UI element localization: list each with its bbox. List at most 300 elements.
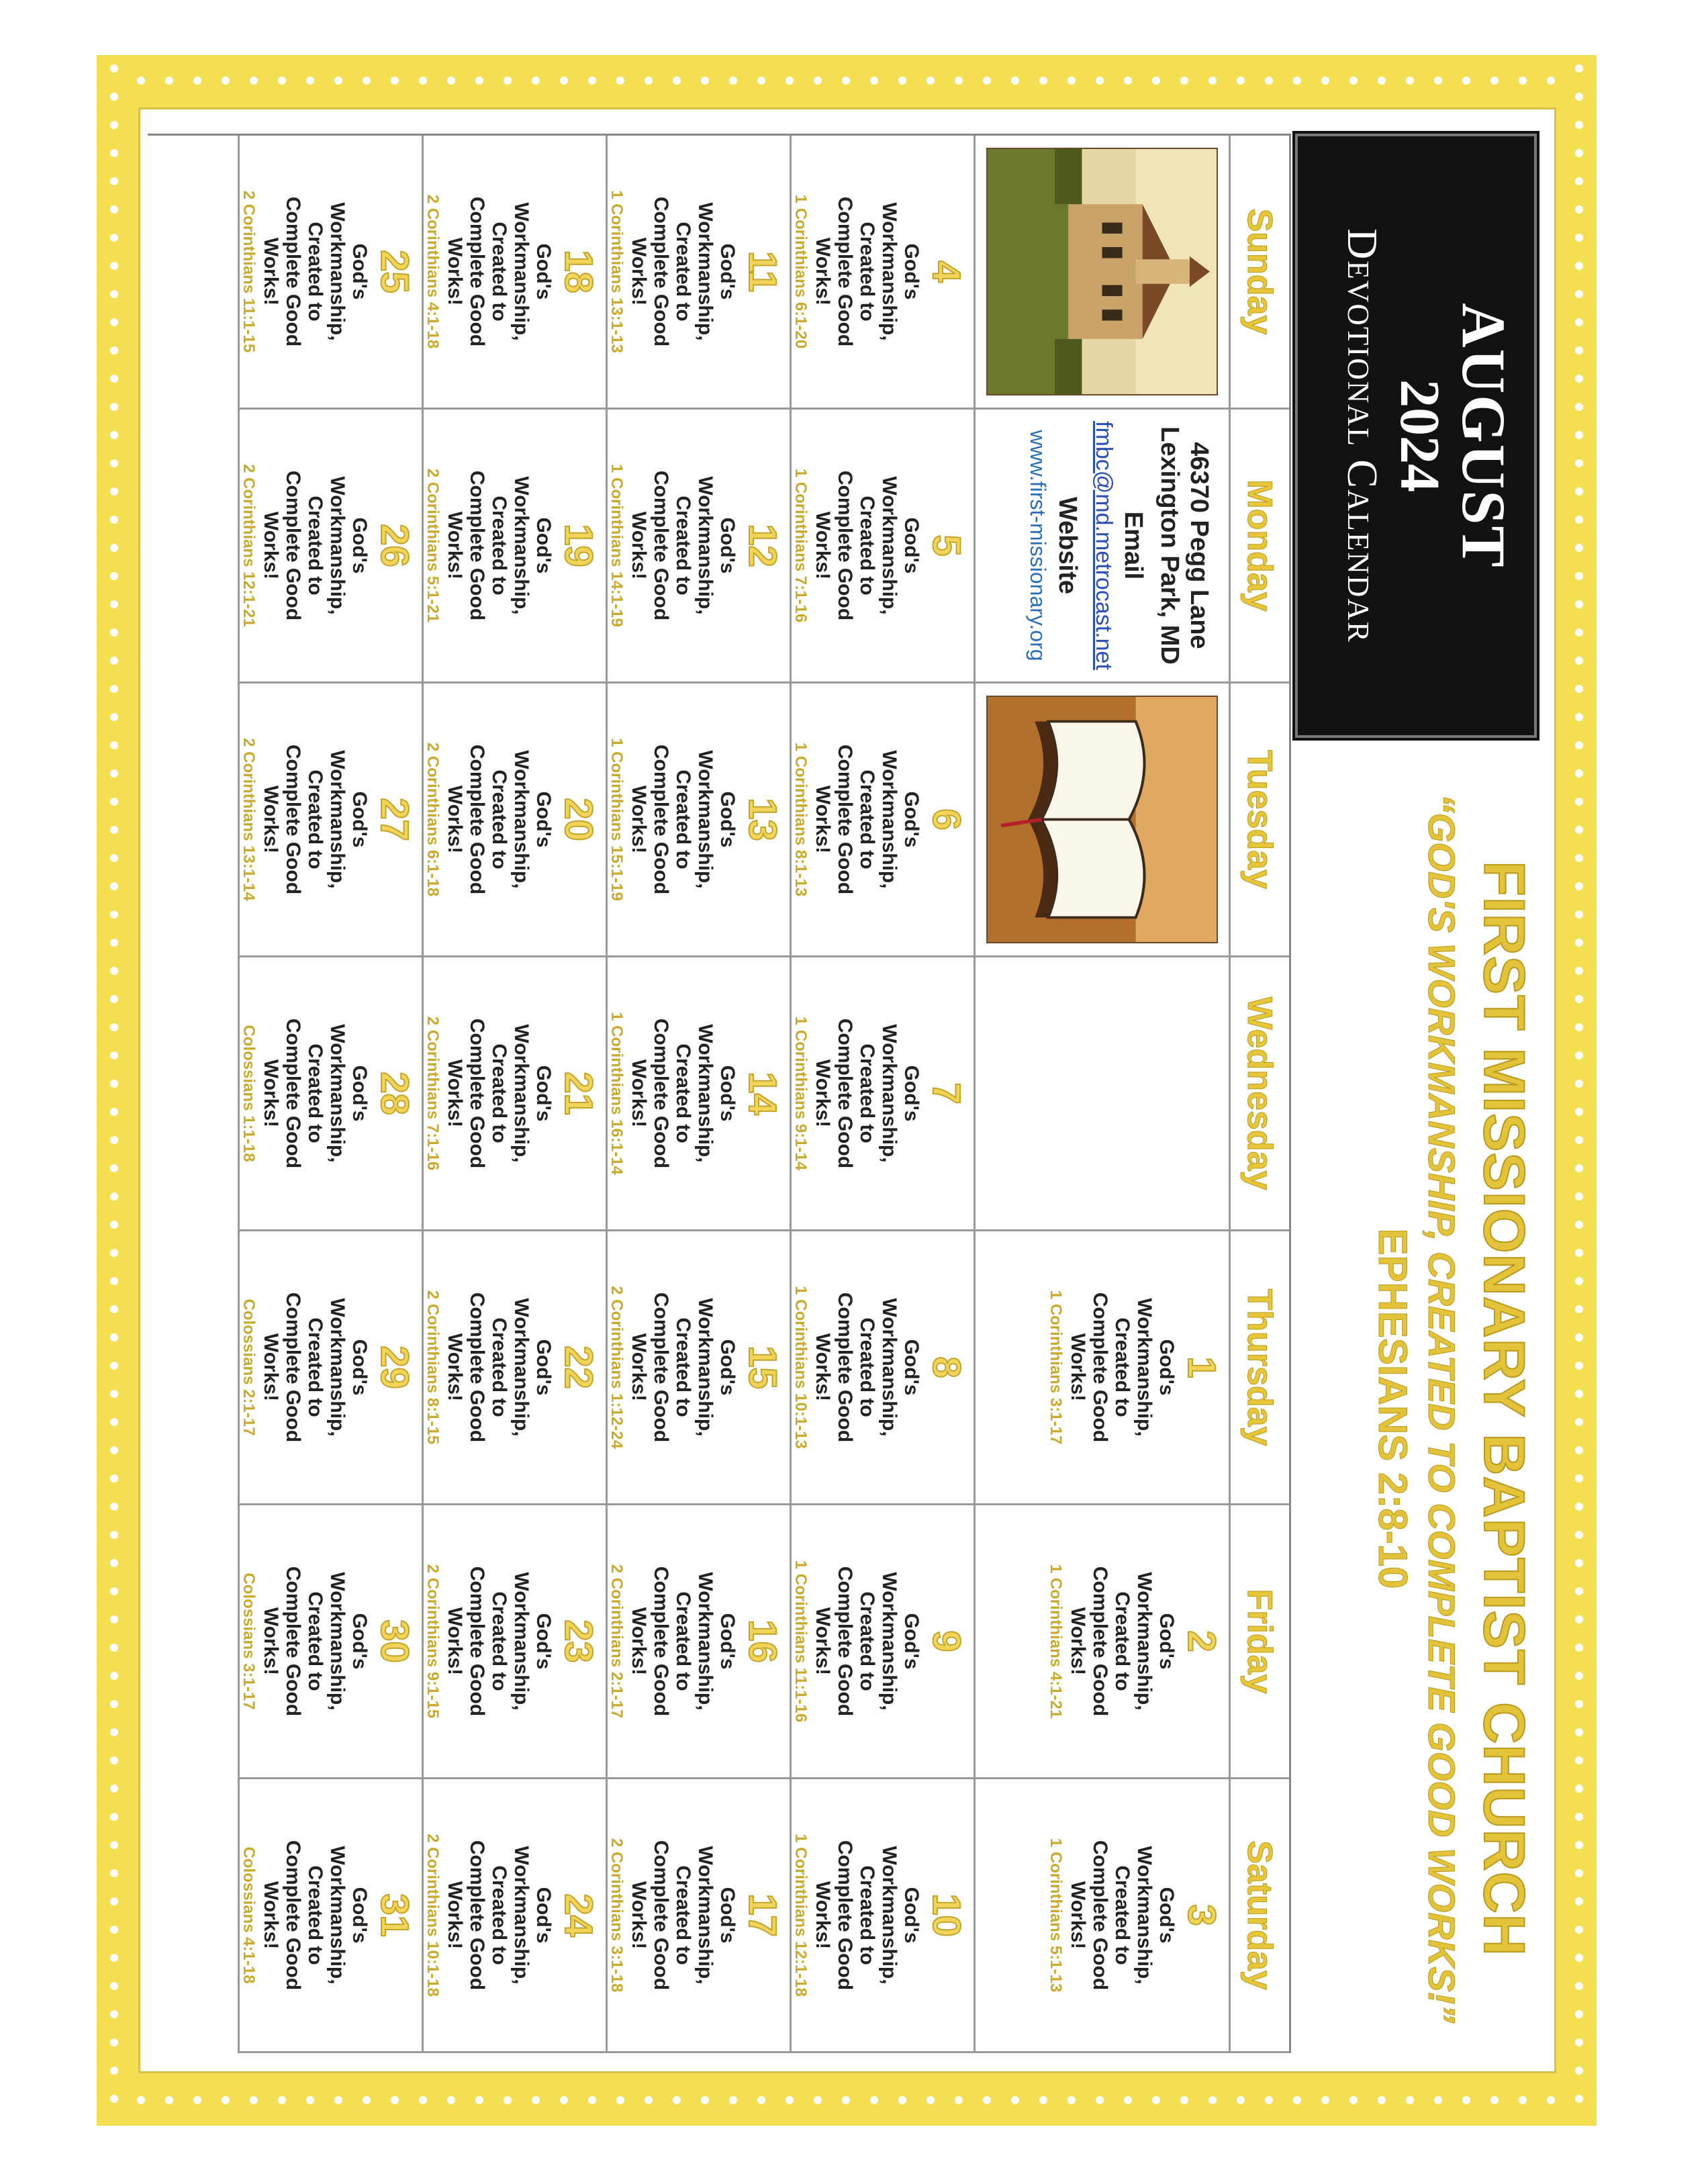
day-cell-27[interactable] [238, 683, 422, 957]
devotional-theme: God's Workmanship, Created to Complete Good Works! [444, 196, 555, 347]
border-dot [110, 657, 118, 665]
day-number: 14 [741, 1072, 784, 1115]
border-dot [1575, 910, 1583, 918]
border-dot [955, 2096, 963, 2104]
scripture-reference: 1 Corinthians 15:1-19 [608, 738, 626, 901]
border-dot [1068, 77, 1076, 85]
border-dot [1575, 882, 1583, 890]
scripture-reference: 2 Corinthians 2:1-17 [608, 1564, 626, 1719]
scripture-reference: 2 Corinthians 9:1-15 [424, 1564, 442, 1719]
border-dot [1547, 77, 1555, 85]
border-dot [1490, 2096, 1499, 2104]
border-dot [560, 77, 568, 85]
border-dot [1575, 1841, 1583, 1849]
day-cell-20[interactable] [422, 683, 606, 957]
border-dot [757, 2096, 765, 2104]
day-cell-22[interactable] [422, 1231, 606, 1505]
day-cell-17[interactable] [606, 1779, 790, 2053]
border-dot [110, 741, 118, 749]
border-dot [110, 1897, 118, 1905]
day-cell-19[interactable] [422, 410, 606, 683]
border-dot [927, 77, 935, 85]
devotional-theme: God's Workmanship, Created to Complete Good Works! [628, 1292, 739, 1443]
border-dot [1349, 2096, 1358, 2104]
border-dot [110, 1221, 118, 1229]
border-dot [983, 77, 991, 85]
scripture-reference: 2 Corinthians 13:1-14 [240, 738, 258, 901]
scripture-reference: 2 Corinthians 3:1-18 [608, 1838, 626, 1993]
border-dot [1096, 2096, 1104, 2104]
border-dot [1575, 431, 1583, 439]
year-title: 2024 [1388, 379, 1451, 492]
border-dot [1575, 1249, 1583, 1257]
border-dot [673, 77, 681, 85]
border-dot [1575, 1615, 1583, 1623]
border-dot [1575, 854, 1583, 862]
scripture-reference: 1 Corinthians 6:1-20 [792, 194, 810, 349]
border-dot [1575, 1051, 1583, 1059]
border-dot [1575, 741, 1583, 749]
day-number: 20 [557, 798, 600, 841]
day-number: 12 [741, 524, 784, 567]
devotional-theme: God's Workmanship, Created to Complete Good Works! [628, 1018, 739, 1169]
border-dot [1575, 1474, 1583, 1482]
border-dot [1575, 1926, 1583, 1934]
day-cell-28[interactable] [238, 957, 422, 1231]
month-title: AUGUST [1450, 303, 1518, 569]
weekday-wednesday: Wednesday [1229, 957, 1289, 1231]
border-dot [110, 995, 118, 1003]
border-dot [419, 77, 427, 85]
church-building-image [986, 148, 1218, 395]
border-dot [1575, 1813, 1583, 1821]
border-dot [110, 1785, 118, 1793]
border-dot [1462, 77, 1470, 85]
border-dot [616, 77, 624, 85]
day-cell-16[interactable] [606, 1505, 790, 1779]
border-dot [1575, 1700, 1583, 1708]
devotional-theme: God's Workmanship, Created to Complete Good Works! [812, 744, 922, 895]
border-dot [475, 2096, 483, 2104]
border-dot [1208, 77, 1217, 85]
border-dot [1575, 1277, 1583, 1285]
day-cell-8[interactable] [790, 1231, 974, 1505]
church-name: FIRST MISSIONARY BAPTIST CHURCH [1472, 861, 1536, 1956]
devotional-theme: God's Workmanship, Created to Complete Good Works! [628, 1840, 739, 1991]
border-dot [955, 77, 963, 85]
day-cell-15[interactable] [606, 1231, 790, 1505]
border-dot [870, 77, 878, 85]
border-dot [1575, 487, 1583, 496]
border-dot [1575, 2010, 1583, 2018]
border-dot [110, 1164, 118, 1172]
border-dot [1434, 77, 1442, 85]
border-dot [110, 121, 118, 129]
border-dot [222, 77, 230, 85]
border-dot [110, 910, 118, 918]
calendar-grid [148, 134, 1291, 2053]
border-dot [588, 77, 596, 85]
devotional-theme: God's Workmanship, Created to Complete Good Works! [444, 1292, 555, 1443]
border-dot [110, 1756, 118, 1764]
border-dot [110, 1700, 118, 1708]
day-cell-24[interactable] [422, 1779, 606, 2053]
border-dot [1575, 205, 1583, 214]
border-dot [110, 600, 118, 608]
scripture-reference: 1 Corinthians 7:1-16 [792, 468, 810, 623]
day-cell-1[interactable] [974, 1231, 1229, 1505]
border-dot [1406, 2096, 1414, 2104]
border-dot [278, 77, 286, 85]
border-dot [1575, 2067, 1583, 2075]
border-dot [110, 882, 118, 890]
border-dot [1547, 2096, 1555, 2104]
scripture-reference: 2 Corinthians 1:12-24 [608, 1286, 626, 1449]
title-block [1295, 134, 1537, 738]
border-dot [532, 77, 540, 85]
border-dot [110, 1531, 118, 1539]
day-cell-29[interactable] [238, 1231, 422, 1505]
border-dot [110, 1869, 118, 1877]
border-dot [1575, 318, 1583, 326]
theme-quote: “GOD'S WORKMANSHIP, CREATED TO COMPLETE GOOD WORKS!” [1421, 794, 1463, 2024]
border-dot [1575, 967, 1583, 975]
day-cell-30[interactable] [238, 1505, 422, 1779]
border-dot [110, 544, 118, 552]
day-cell-12[interactable] [606, 410, 790, 683]
border-dot [110, 1559, 118, 1567]
day-cell-6[interactable] [790, 683, 974, 957]
devotional-theme: God's Workmanship, Created to Complete Good Works! [812, 470, 922, 621]
day-number: 28 [373, 1072, 416, 1115]
day-cell-2[interactable] [974, 1505, 1229, 1779]
border-dot [110, 769, 118, 777]
border-dot [110, 713, 118, 721]
border-dot [137, 77, 145, 85]
border-dot [1575, 177, 1583, 185]
border-dot [110, 1277, 118, 1285]
day-cell-7[interactable] [790, 957, 974, 1231]
weekday-monday: Monday [1229, 410, 1289, 683]
border-dot [1490, 77, 1499, 85]
scripture-reference: 2 Corinthians 5:1-21 [424, 468, 442, 623]
border-dot [110, 798, 118, 806]
border-dot [1575, 1756, 1583, 1764]
church-header [1370, 754, 1537, 2063]
email-label: Email [1119, 511, 1147, 580]
day-number: 7 [924, 1082, 968, 1104]
border-dot [447, 77, 455, 85]
border-dot [1575, 516, 1583, 524]
border-dot [870, 2096, 878, 2104]
day-number: 13 [741, 798, 784, 841]
border-dot [334, 77, 342, 85]
weekday-thursday: Thursday [1229, 1231, 1289, 1505]
border-dot [1575, 1869, 1583, 1877]
border-dot [1575, 1164, 1583, 1172]
day-cell-10[interactable] [790, 1779, 974, 2053]
scripture-reference: 1 Corinthians 13:1-13 [608, 190, 626, 353]
border-dot [110, 2095, 118, 2103]
border-dot [306, 2096, 314, 2104]
website-link[interactable]: www.first-missionary.org [1026, 430, 1050, 661]
devotional-theme: God's Workmanship, Created to Complete Good Works! [444, 1018, 555, 1169]
border-dot [110, 1474, 118, 1482]
border-dot [1321, 2096, 1329, 2104]
day-number: 16 [741, 1619, 784, 1663]
border-dot [1237, 77, 1245, 85]
border-dot [1575, 685, 1583, 693]
border-dot [898, 77, 906, 85]
day-number: 26 [373, 524, 416, 567]
border-dot [222, 2096, 230, 2104]
weekday-friday: Friday [1229, 1505, 1289, 1779]
border-dot [1575, 234, 1583, 242]
border-dot [1152, 77, 1160, 85]
border-dot [1519, 77, 1527, 85]
border-dot [645, 2096, 653, 2104]
border-dot [1349, 77, 1358, 85]
border-dot [110, 1390, 118, 1398]
border-dot [250, 2096, 258, 2104]
devotional-theme: God's Workmanship, Created to Complete Good Works! [812, 1292, 922, 1443]
border-dot [504, 77, 512, 85]
border-dot [1575, 2038, 1583, 2046]
border-dot [110, 1672, 118, 1680]
border-dot [1293, 2096, 1301, 2104]
border-dot [814, 77, 822, 85]
border-dot [786, 77, 794, 85]
day-cell-3[interactable] [974, 1779, 1229, 2053]
border-dot [701, 2096, 709, 2104]
border-dot [391, 2096, 399, 2104]
border-dot [1039, 2096, 1047, 2104]
day-cell-18[interactable] [422, 136, 606, 410]
border-dot [1575, 290, 1583, 298]
day-number: 30 [373, 1619, 416, 1663]
border-dot [110, 290, 118, 298]
day-number: 18 [557, 250, 600, 293]
scripture-reference: 2 Corinthians 4:1-18 [424, 194, 442, 349]
border-dot [110, 487, 118, 496]
border-dot [1575, 1362, 1583, 1370]
border-dot [616, 2096, 624, 2104]
border-dot [1575, 1221, 1583, 1229]
day-cell-5[interactable] [790, 410, 974, 683]
border-dot [110, 346, 118, 355]
border-dot [1039, 77, 1047, 85]
devotional-theme: God's Workmanship, Created to Complete Good Works! [628, 470, 739, 621]
day-cell-25[interactable] [238, 136, 422, 410]
day-number: 27 [373, 798, 416, 841]
scripture-reference: 1 Corinthians 12:1-18 [792, 1834, 810, 1997]
border-dot [1575, 1418, 1583, 1426]
email-link[interactable]: fmbc@md.metrocast.net [1091, 421, 1117, 670]
day-number: 29 [373, 1346, 416, 1389]
border-dot [645, 77, 653, 85]
border-dot [110, 234, 118, 242]
border-dot [110, 1503, 118, 1511]
border-dot [1575, 2095, 1583, 2103]
border-dot [1575, 1897, 1583, 1905]
calendar-page [97, 55, 1597, 2126]
border-dot [110, 1615, 118, 1623]
border-dot [1068, 2096, 1076, 2104]
border-dot [110, 1841, 118, 1849]
day-cell-31[interactable] [238, 1779, 422, 2053]
border-dot [475, 77, 483, 85]
border-dot [110, 64, 118, 73]
border-dot [110, 375, 118, 383]
border-dot [814, 2096, 822, 2104]
day-number: 15 [741, 1346, 784, 1389]
devotional-theme: God's Workmanship, Created to Complete Good Works! [260, 470, 371, 621]
border-dot [306, 77, 314, 85]
border-dot [701, 77, 709, 85]
devotional-theme: God's Workmanship, Created to Complete Good Works! [1067, 1840, 1178, 1991]
day-cell-11[interactable] [606, 136, 790, 410]
day-number: 4 [924, 261, 968, 283]
website-label: Website [1053, 496, 1082, 594]
day-number: 11 [741, 250, 784, 293]
devotional-theme: God's Workmanship, Created to Complete Good Works! [260, 196, 371, 347]
devotional-theme: God's Workmanship, Created to Complete Good Works! [444, 1566, 555, 1717]
open-bible-picture-cell [974, 683, 1229, 957]
border-dot [1265, 77, 1273, 85]
scripture-reference: 1 Corinthians 16:1-14 [608, 1012, 626, 1175]
day-number: 23 [557, 1619, 600, 1663]
scripture-reference: 2 Corinthians 8:1-15 [424, 1290, 442, 1445]
scripture-reference: 1 Corinthians 8:1-13 [792, 742, 810, 897]
border-dot [1293, 77, 1301, 85]
day-number: 1 [1180, 1356, 1223, 1378]
border-dot [363, 2096, 371, 2104]
border-dot [110, 1080, 118, 1088]
devotional-theme: God's Workmanship, Created to Complete Good Works! [1067, 1566, 1178, 1717]
border-dot [1575, 600, 1583, 608]
border-dot [1575, 1333, 1583, 1341]
border-dot [110, 1644, 118, 1652]
day-cell-9[interactable] [790, 1505, 974, 1779]
border-dot [1434, 2096, 1442, 2104]
border-dot [1237, 2096, 1245, 2104]
scripture-reference: 1 Corinthians 11:1-16 [792, 1560, 810, 1723]
day-cell-14[interactable] [606, 957, 790, 1231]
border-dot [110, 1108, 118, 1116]
day-cell-21[interactable] [422, 957, 606, 1231]
border-dot [1575, 1672, 1583, 1680]
border-dot [1575, 346, 1583, 355]
border-dot [110, 1954, 118, 1962]
devotional-theme: God's Workmanship, Created to Complete Good Works! [260, 1018, 371, 1169]
scripture-reference: 2 Corinthians 7:1-16 [424, 1016, 442, 1171]
day-number: 9 [924, 1630, 968, 1652]
border-dot [110, 1446, 118, 1454]
scripture-reference: 2 Corinthians 11:1-15 [240, 190, 258, 353]
scripture-reference: Colossians 4:1-18 [240, 1846, 258, 1984]
border-dot [1575, 262, 1583, 270]
border-dot [110, 1418, 118, 1426]
border-dot [1575, 657, 1583, 665]
scripture-reference: 2 Corinthians 12:1-21 [240, 464, 258, 627]
border-dot [110, 1192, 118, 1200]
border-dot [1378, 2096, 1386, 2104]
border-dot [110, 403, 118, 411]
day-number: 8 [924, 1356, 968, 1378]
border-dot [1575, 1503, 1583, 1511]
day-cell-4[interactable] [790, 136, 974, 410]
border-dot [1575, 121, 1583, 129]
calendar-subtitle: Devotional Calendar [1339, 228, 1386, 643]
open-bible-image [986, 696, 1218, 943]
devotional-theme: God's Workmanship, Created to Complete Good Works! [812, 1566, 922, 1717]
border-dot [110, 1305, 118, 1313]
border-dot [110, 1728, 118, 1736]
border-dot [110, 1982, 118, 1990]
border-dot [110, 1051, 118, 1059]
weekday-saturday: Saturday [1229, 1779, 1289, 2053]
border-dot [1378, 77, 1386, 85]
day-cell-23[interactable] [422, 1505, 606, 1779]
border-dot [110, 2038, 118, 2046]
border-dot [110, 459, 118, 467]
border-dot [110, 431, 118, 439]
day-cell-26[interactable] [238, 410, 422, 683]
scripture-reference: 1 Corinthians 14:1-19 [608, 464, 626, 627]
border-dot [110, 967, 118, 975]
scripture-reference: 1 Corinthians 3:1-17 [1047, 1290, 1065, 1445]
day-number: 19 [557, 524, 600, 567]
empty-cell-wednesday [974, 957, 1229, 1231]
border-dot [1575, 93, 1583, 101]
border-dot [1575, 628, 1583, 636]
border-dot [391, 77, 399, 85]
day-number: 5 [924, 534, 968, 557]
scripture-reference: 2 Corinthians 10:1-18 [424, 1834, 442, 1997]
devotional-theme: God's Workmanship, Created to Complete Good Works! [444, 1840, 555, 1991]
border-dot [1575, 1192, 1583, 1200]
border-dot [110, 854, 118, 862]
devotional-theme: God's Workmanship, Created to Complete Good Works! [444, 470, 555, 621]
border-dot [1575, 1954, 1583, 1962]
border-dot [1180, 77, 1188, 85]
devotional-theme: God's Workmanship, Created to Complete Good Works! [444, 744, 555, 895]
border-dot [1180, 2096, 1188, 2104]
contact-info-cell [974, 410, 1229, 683]
border-dot [110, 1926, 118, 1934]
address-line-1: 46370 Pegg Lane [1185, 442, 1213, 649]
day-number: 22 [557, 1346, 600, 1389]
border-dot [1575, 375, 1583, 383]
border-dot [110, 939, 118, 947]
border-dot [1575, 1136, 1583, 1144]
border-dot [1575, 572, 1583, 580]
border-dot [110, 685, 118, 693]
border-dot [447, 2096, 455, 2104]
border-dot [1575, 459, 1583, 467]
border-dot [165, 2096, 173, 2104]
border-dot [1124, 2096, 1132, 2104]
border-dot [193, 77, 201, 85]
devotional-theme: God's Workmanship, Created to Complete Good Works! [812, 196, 922, 347]
day-cell-13[interactable] [606, 683, 790, 957]
border-dot [1124, 77, 1132, 85]
border-dot [110, 516, 118, 524]
border-dot [1575, 64, 1583, 73]
border-dot [1575, 1559, 1583, 1567]
border-dot [729, 2096, 737, 2104]
border-dot [1575, 1080, 1583, 1088]
